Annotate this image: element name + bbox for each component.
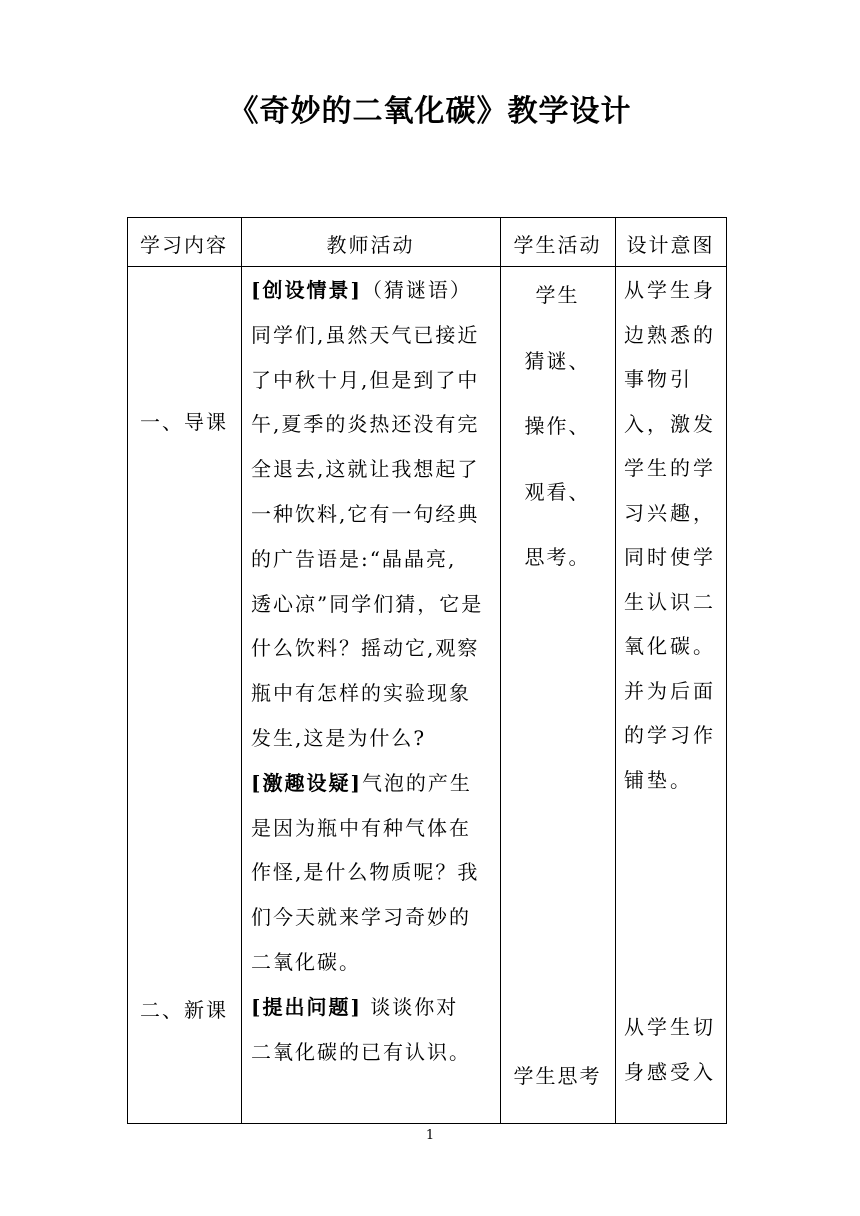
column-divider-1 — [241, 217, 242, 1124]
header-learning-content: 学习内容 — [140, 233, 228, 257]
header-teacher-activity: 教师活动 — [326, 233, 415, 257]
header-divider — [127, 266, 727, 267]
teacher-paragraph-question — [251, 985, 497, 1075]
teacher-line: 二氧化碳的已有认识。 — [251, 1039, 471, 1064]
table-border-top — [127, 217, 727, 218]
teacher-line: 什么饮料？摇动它,观察 — [251, 636, 480, 661]
student-think: 学生思考 — [513, 1064, 602, 1088]
teacher-line: 的广告语是:“晶晶亮, — [251, 546, 457, 571]
student-item: 观看、 — [524, 480, 591, 504]
intent-line: 身感受入 — [624, 1059, 716, 1084]
inquiry-first: 气泡的产生 — [361, 770, 472, 795]
question-first: 谈谈你对 — [361, 994, 459, 1019]
table-border-bottom — [127, 1123, 727, 1124]
teacher-line — [251, 985, 497, 1030]
student-item: 猜谜、 — [524, 349, 591, 373]
scenario-tag: [创设情景] — [251, 278, 362, 302]
teacher-line: 作怪,是什么物质呢？我 — [251, 860, 480, 885]
teacher-paragraph-inquiry — [251, 761, 497, 985]
intent-line: 的学习作 — [624, 723, 716, 747]
design-intent-new-lesson — [624, 1005, 724, 1094]
intent-line: 铺垫。 — [624, 767, 693, 792]
intent-line: 从学生身 — [624, 278, 716, 302]
question-tag: [提出问题] — [251, 994, 362, 1019]
column-divider-3 — [615, 217, 616, 1124]
teacher-line: 同学们,虽然天气已接近 — [251, 322, 480, 347]
teacher-line: 发生,这是为什么? — [251, 725, 427, 750]
scenario-suffix: （猜谜语） — [361, 278, 472, 302]
teacher-line: 全退去,这就让我想起了 — [251, 457, 480, 482]
table-border-left — [127, 217, 128, 1124]
teacher-line: 是因为瓶中有种气体在 — [251, 815, 471, 840]
header-design-intent: 设计意图 — [626, 233, 715, 257]
student-item: 思考。 — [524, 545, 591, 569]
design-intent-intro — [624, 268, 724, 802]
intent-line: 事物引 — [624, 367, 693, 391]
intent-line: 边熟悉的 — [624, 322, 716, 347]
intent-line: 入，激发 — [624, 411, 716, 436]
document-title: 《奇妙的二氧化碳》教学设计 — [228, 94, 632, 129]
intent-line: 从学生切 — [624, 1015, 716, 1039]
section-intro-label: 一、导课 — [140, 410, 228, 434]
teacher-line: 们今天就来学习奇妙的 — [251, 905, 471, 930]
intent-line: 并为后面 — [624, 678, 716, 703]
page-number: 1 — [425, 1128, 435, 1143]
header-student-activity: 学生活动 — [513, 233, 602, 257]
intent-line: 同时使学 — [624, 545, 716, 569]
intent-line: 学生的学 — [624, 456, 716, 480]
teacher-line: 一种饮料,它有一句经典 — [251, 501, 480, 526]
teacher-line: 了中秋十月,但是到了中 — [251, 367, 480, 392]
table-border-right — [726, 217, 727, 1124]
intent-line: 习兴趣， — [624, 500, 716, 525]
lesson-plan-table — [127, 217, 727, 1124]
inquiry-tag: [激趣设疑] — [251, 770, 362, 795]
student-item: 学生 — [535, 283, 580, 307]
teacher-line: 瓶中有怎样的实验现象 — [251, 681, 471, 706]
intent-line: 氧化碳。 — [624, 634, 716, 658]
teacher-activity-text — [251, 268, 497, 1074]
teacher-paragraph-scenario — [251, 268, 497, 761]
teacher-line: 午,夏季的炎热还没有完 — [251, 412, 480, 437]
student-item: 操作、 — [524, 414, 591, 438]
teacher-line: 透心凉”同学们猜，它是 — [251, 591, 484, 616]
intent-line: 生认识二 — [624, 589, 716, 614]
section-new-lesson-label: 二、新课 — [140, 998, 228, 1022]
teacher-line — [251, 268, 497, 313]
teacher-line — [251, 761, 497, 806]
teacher-line: 二氧化碳。 — [251, 949, 361, 974]
